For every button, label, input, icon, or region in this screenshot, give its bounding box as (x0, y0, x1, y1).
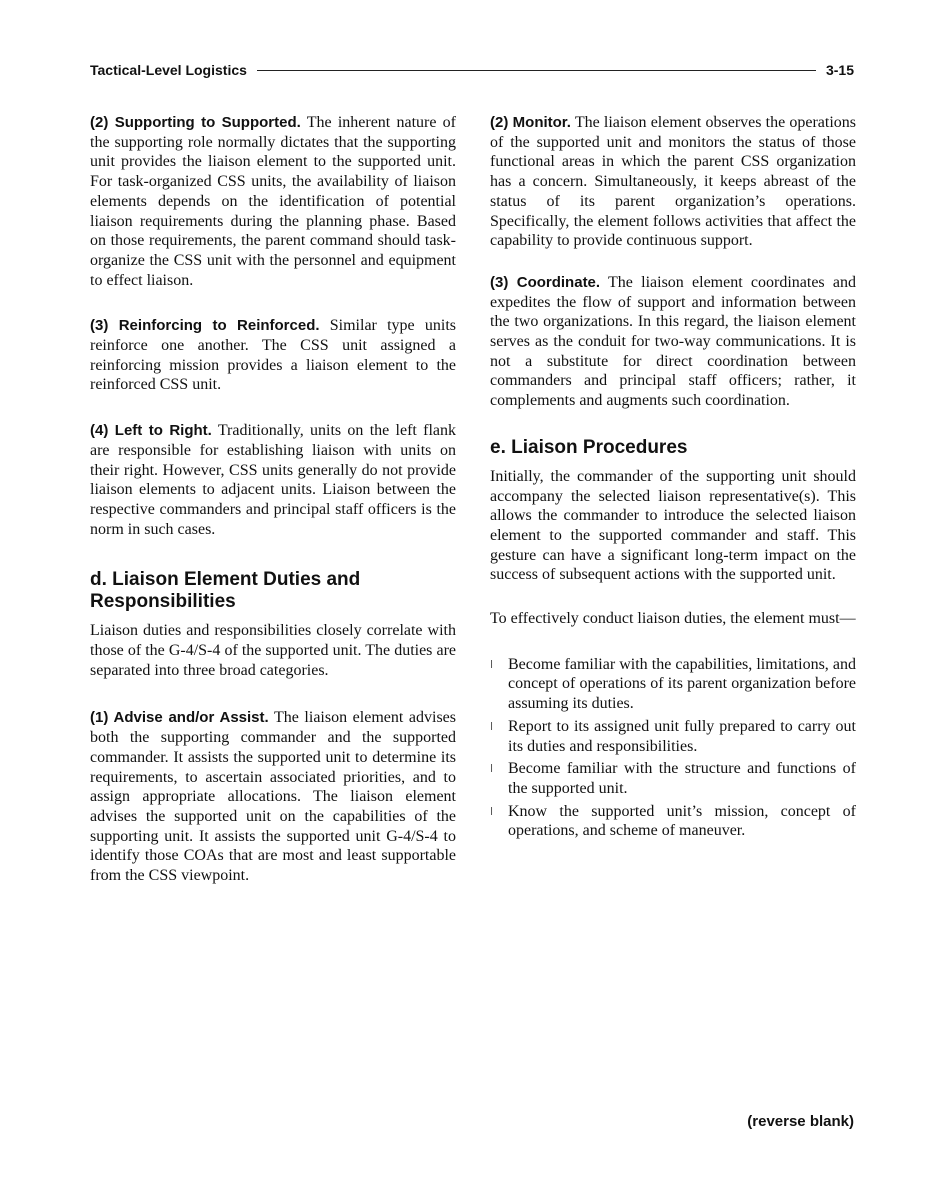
left-column (90, 113, 456, 886)
paragraph-reinforcing (90, 316, 456, 395)
header-rule (257, 70, 816, 71)
paragraph-lead: (3) Reinforcing to Reinforced. (90, 317, 320, 335)
paragraph-text: Similar type units reinforce one another. The CSS unit assigned a reinforcing mission provides a liaison element to the reinforced CSS unit. (90, 317, 456, 394)
paragraph-advise (90, 708, 456, 885)
paragraph-text: The liaison element observes the operations of the supported unit and monitors the status of those functional areas in which the parent CSS organization has a concern. Simultaneously, it keeps abreast of the status of its parent organization’s operations. Specifically, the element follows activities that affect the capability to provide continuous support. (490, 114, 856, 250)
reverse-blank-note: (reverse blank) (747, 1113, 854, 1130)
duties-bullet-list (490, 655, 856, 841)
paragraph-text: Traditionally, units on the left flank are responsible for establishing liaison with units on their right. However, CSS units generally do not provide liaison elements to adjacent units. Liaison between the respective commanders and principal staff officers is the norm in such cases. (90, 422, 457, 538)
page-number: 3-15 (825, 62, 854, 78)
bullet-icon: l (490, 804, 494, 818)
paragraph-lead: (2) Monitor. (490, 114, 571, 131)
paragraph-lead: (2) Supporting to Supported. (90, 114, 301, 131)
bullet-icon: l (490, 762, 494, 776)
paragraph-text: The liaison element advises both the supporting commander and the supported commander. It assists the supported unit to determine its requirements, to ascertain associated priorities, and to assign appropriate allocations. The liaison element advises the supported unit on the capabilities of the supporting unit. It assists the supported unit G-4/S-4 to identify those COAs that are most and least supportable from the CSS viewpoint. (90, 709, 457, 885)
paragraph-supporting (90, 113, 456, 290)
paragraph-monitor (490, 113, 856, 251)
paragraph-lead: (4) Left to Right. (90, 422, 212, 440)
list-item: l Know the supported unit’s mission, concept of operations, and scheme of maneuver. (490, 802, 856, 840)
paragraph-text: The inherent nature of the supporting role normally dictates that the supporting unit provides the liaison element to the supported unit. For task-organized CSS units, the availability of liaison elements depends on the identification of potential liaison requirements during the planning phase. Based on those requirements, the parent command should task-organize the CSS unit with the personnel and equipment to effect liaison. (90, 114, 456, 289)
bullet-icon: l (490, 657, 494, 671)
list-item: l Become familiar with the capabilities, limitations, and concept of operations of its parent organization before assuming its duties. (490, 655, 856, 713)
list-item: l Report to its assigned unit fully prepared to carry out its duties and responsibilities. (490, 717, 856, 755)
paragraph-coordinate (490, 273, 856, 411)
paragraph-left-to-right (90, 421, 456, 539)
paragraph-text: The liaison element coordinates and expedites the flow of support and information between the two organizations. In this regard, the liaison element serves as the conduit for two-way communications. It is not a substitute for direct coordination between commanders and principal staff officers; rather, it complements and augments such coordination. (490, 273, 856, 410)
chapter-title: Tactical-Level Logistics (90, 62, 247, 78)
section-d-intro: Liaison duties and responsibilities closely correlate with those of the G-4/S-4 of the supported unit. The duties are separated into three broad categories. (90, 622, 456, 679)
list-item: l Become familiar with the structure and functions of the supported unit. (490, 760, 856, 797)
section-e-paragraph-1: Initially, the commander of the supporting unit should accompany the selected liaison representative(s). This allows the commander to introduce the selected liaison element to the supported commander and staff. This gesture can have a significant long-term impact on the success of subsequent actions with the supported unit. (490, 467, 856, 584)
bullet-icon: l (490, 719, 494, 733)
page-header (90, 60, 854, 80)
section-e-paragraph-2: To effectively conduct liaison duties, the element must— (490, 610, 856, 628)
section-heading-e: e. Liaison Procedures (490, 436, 688, 458)
section-heading-d: d. Liaison Element Duties and Responsibilities (90, 569, 361, 613)
right-column (490, 113, 856, 844)
paragraph-lead: (3) Coordinate. (490, 273, 601, 291)
paragraph-lead: (1) Advise and/or Assist. (90, 709, 269, 727)
